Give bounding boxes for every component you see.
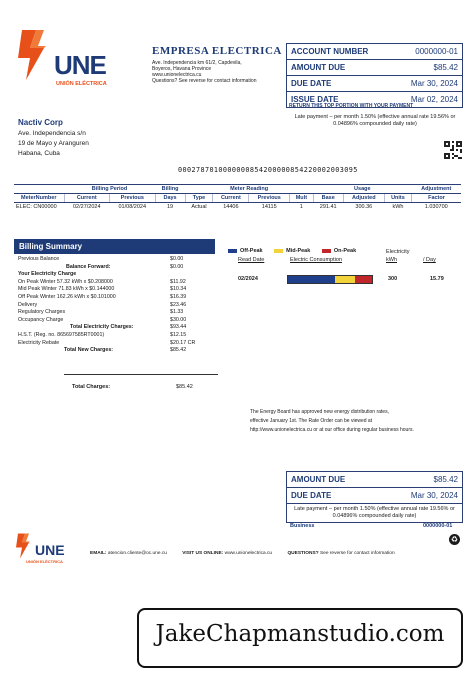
off-peak-swatch [228,249,237,253]
consumption-segment-off-peak [288,276,335,283]
col-kwh-label: kWh [386,257,397,263]
brand-name: UNE [54,50,106,80]
due-date-label: DUE DATE [291,79,332,88]
group-meter-reading: Meter Reading [185,185,313,194]
stub-late-payment: Late payment – per month 1.50% (effective annual rate 19.56% or 0.04896% compounded daily rate) [294,506,455,519]
col-adjusted: Adjusted [343,194,384,203]
legend-mid-peak: Mid-Peak [274,248,310,254]
col-current: Current [64,194,110,203]
account-summary-box [286,43,463,108]
col-days: Days [155,194,185,203]
consumption-row-day: 15.79 [430,276,444,282]
qr-code-icon [444,141,462,159]
total-charges-amount: $85.42 [176,384,193,390]
footer-visit-label: VISIT US ONLINE: [182,551,224,556]
group-adjustment: Adjustment [411,185,461,194]
payment-scanline: 0002787010000000854200000854220002003095 [178,166,358,174]
footer-lightning-icon [14,532,34,560]
footer-brand-tagline: UNIÓN ELÉCTRICA [26,559,63,564]
footer-logo [14,532,84,572]
consumption-row-kwh: 300 [388,276,398,282]
payment-stub-box [286,471,463,523]
footer-email-label: EMAIL: [90,551,107,556]
col-meter-number: MeterNumber [14,194,64,203]
company-address-1: Ave. Independencia km 61/2, Capdevila, [152,60,242,66]
consumption-segment-mid-peak [335,276,355,283]
stub-business-number: 0000000-01 [423,523,453,529]
stub-amount-due: $85.42 [433,475,458,484]
customer-address-1: Ave. Independencia s/n [18,130,86,137]
notice-line-1: The Energy Board has approved new energy distribution rates, [250,409,389,415]
amount-due: $85.42 [433,63,458,72]
customer-address-3: Habana, Cuba [18,150,60,157]
col-reading-current: Current [213,194,249,203]
amount-due-label: AMOUNT DUE [291,63,346,72]
consumption-legend [228,248,356,254]
notice-line-2: effective January 1st. The Rate Order can be viewed at [250,418,373,424]
group-usage: Usage [313,185,411,194]
brand-tagline: UNIÓN ELÉCTRICA [56,81,107,87]
consumption-bar [287,275,373,284]
footer-email[interactable]: atencion.cliente@oc.une.cu [107,551,167,556]
watermark-box [137,608,463,668]
col-read-date-label: Read Date [238,257,265,263]
footer-questions-text: See reverse for contact information [319,551,395,556]
stub-due-date: Mar 30, 2024 [410,491,458,500]
issue-date-label: ISSUE DATE [291,95,339,104]
return-note: RETURN THIS TOP PORTION WITH YOUR PAYMENT [289,103,414,109]
col-type: Type [185,194,213,203]
stub-due-date-label: DUE DATE [291,491,332,500]
late-payment-note: Late payment – per month 1.50% (effective annual rate 19.56% or 0.04896% compounded daily rate) [294,114,456,127]
company-questions: Questions? See reverse for contact information [152,78,257,84]
due-date: Mar 30, 2024 [410,79,458,88]
account-number-label: ACCOUNT NUMBER [291,47,369,56]
group-billing: Billing [155,185,185,194]
total-charges-label: Total Charges: [72,384,111,390]
footer-questions-label: QUESTIONS? [287,551,319,556]
consumption-row-date: 02/2024 [238,276,258,282]
company-website: www.unionelectrica.cu [152,72,202,78]
table-row: ELEC: CN00000 02/27/2024 01/08/2024 19 Actual 14406 14115 1 291.41 300.36 kWh 1.030700 [16,204,448,210]
col-units: Units [384,194,411,203]
legend-on-peak: On-Peak [322,248,356,254]
customer-name: Nactiv Corp [18,118,63,127]
col-previous: Previous [110,194,156,203]
company-name: EMPRESA ELECTRICA [152,45,282,57]
mid-peak-swatch [274,249,283,253]
legend-off-peak: Off-Peak [228,248,263,254]
billing-summary-title: Billing Summary [19,242,83,251]
group-billing-period: Billing Period [64,185,155,194]
recycle-icon: ♻ [450,535,459,544]
col-base: Base [313,194,343,203]
notice-line-3: http://www.unionelectrica.cu or at our office during regular business hours. [250,427,414,433]
account-number: 0000000-01 [415,47,458,56]
issue-date: Mar 02, 2024 [410,95,458,104]
col-reading-previous: Previous [249,194,290,203]
stub-business-label: Business [290,523,315,529]
customer-address-2: 19 de Mayo y Aranguren [18,140,89,147]
stub-amount-due-label: AMOUNT DUE [291,475,346,484]
consumption-segment-on-peak [355,276,372,283]
footer-brand-name: UNE [35,542,65,558]
col-electric-consumption-label: Electric Consumption [290,257,342,263]
col-mult: Mult [290,194,314,203]
footer-visit-link[interactable]: www.unionelectrica.cu [224,551,273,556]
watermark-text: JakeChapmanstudio.com [155,621,445,647]
col-per-day-label: / Day [423,257,436,263]
col-electricity-label: Electricity [386,249,410,255]
company-address-2: Boyeros, Havana Province [152,66,212,72]
footer-contacts [90,551,395,556]
on-peak-swatch [322,249,331,253]
lightning-logo-icon [14,28,54,82]
company-logo [14,28,124,94]
col-factor: Factor [411,194,461,203]
total-charges-line [64,374,218,375]
billing-summary-list: Previous Balance $0.00 Balance Forward: $0.00 Your Electricity Charge On Peak Winter 57.32 kWh x $0.208000 $11.92 Mid Peak Winter 71.83 kWh x $0.144000 $10.34 Off Peak Winter 162.26 kWh x $0.101000 $16.39 Delivery $23.46 Regulatory Charges $1.33 Occupancy Charge $30.00 Total Electricity Charges: $93.44 H.S.T. (Reg. no. 865697585RT0001) $12.15 Electricity Rebate $20.17 CR Total New Charges: $85.42 [18,256,196,354]
billing-summary-header [14,239,215,254]
usage-table [14,184,461,211]
